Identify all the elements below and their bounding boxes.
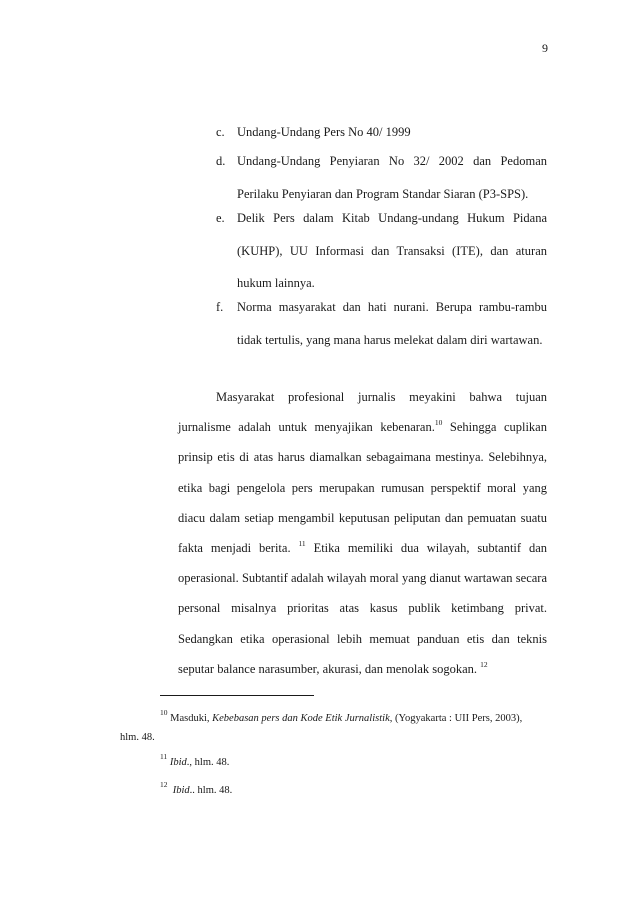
footnote-11 [160,753,548,772]
paragraph-text: Masyarakat profesional jurnalis meyakini bahwa tujuan jurnalisme adalah untuk menyajikan kebenaran. [178,390,547,435]
footnote-number: 12 [160,780,168,789]
paragraph-text: Etika memiliki dua wilayah, subtantif dan operasional. Subtantif adalah wilayah moral yang dianut wartawan secara personal misalnya prioritas atas kasus publik ketimbang privat. Sedangkan etika operasional lebih memuat panduan etis dan teknis seputar balance narasumber, akurasi, dan menolak sogokan. [178,541,547,676]
list-marker: d. [216,154,226,168]
footnote-continuation: hlm. 48. [120,732,155,743]
paragraph-text: Sehingga cuplikan prinsip etis di atas harus diamalkan sebagaimana mestinya. Selebihnya, etika bagi pengelola pers merupakan rumusan perspektif moral yang diacu dalam setiap mengambil keputusan peliputan dan pemuatan suatu fakta menjadi berita. [178,420,547,556]
footnote-number: 10 [160,708,168,717]
footnote-number: 11 [160,752,168,761]
footnote-title: Kebebasan pers dan Kode Etik Jurnalistik [212,713,390,724]
footnote-ibid: Ibid [172,785,190,796]
list-item-c [216,116,547,149]
footnote-ref[interactable]: 10 [434,418,443,428]
list-item-text: Delik Pers dalam Kitab Undang-undang Hukum Pidana (KUHP), UU Informasi dan Transaksi (ITE), dan aturan hukum lainnya. [237,211,547,290]
page-number: 9 [542,41,548,55]
footnote-divider [160,695,314,696]
footnote-12 [160,781,548,800]
list-item-f [216,291,547,356]
footnote-author: Masduki, [167,713,213,724]
list-item-text: Undang-Undang Penyiaran No 32/ 2002 dan Pedoman Perilaku Penyiaran dan Program Standar Siaran (P3-SPS). [237,154,547,201]
footnote-ref[interactable]: 12 [480,659,488,669]
list-marker: f. [216,300,224,314]
list-item-e [216,202,547,300]
list-item-d [216,145,547,210]
list-marker: e. [216,211,225,225]
footnote-ibid: Ibid [169,757,187,768]
body-paragraph [178,382,547,684]
footnote-ref[interactable]: 11 [298,539,306,549]
footnote-source: ., hlm. 48. [186,757,230,768]
list-item-text: Undang-Undang Pers No 40/ 1999 [237,125,411,139]
list-marker: c. [216,125,225,139]
footnote-line [160,709,548,728]
footnote-source: , (Yogyakarta : UII Pers, 2003), [389,713,523,724]
footnote-10 [120,708,548,747]
list-item-text: Norma masyarakat dan hati nurani. Berupa rambu-rambu tidak tertulis, yang mana harus melekat dalam diri wartawan. [237,300,547,347]
footnote-source: .. hlm. 48. [189,785,233,796]
